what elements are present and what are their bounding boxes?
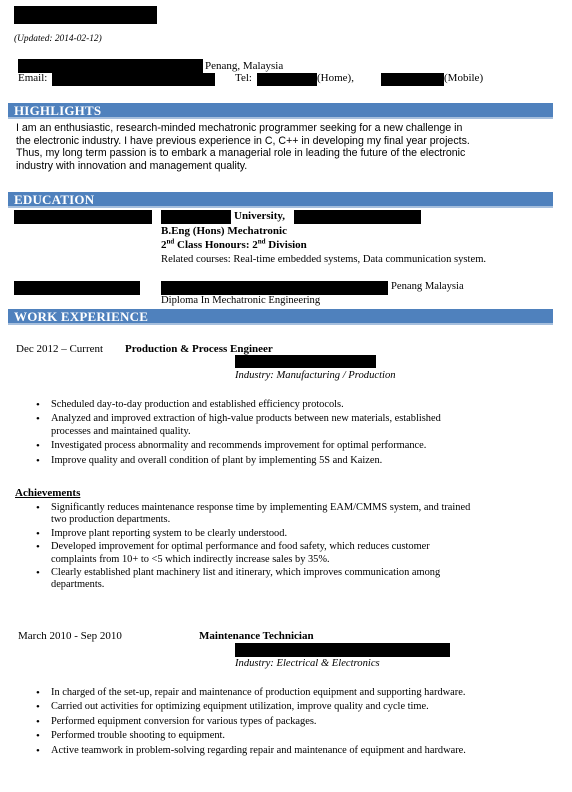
related-courses: Related courses: Real-time embedded systems, Data communication system. <box>161 254 487 265</box>
list-item: • Analyzed and improved extraction of high-value products between new materials, established processes and maintained quality. <box>36 414 441 437</box>
job1-achievements-list <box>36 503 470 591</box>
institution-location: Penang Malaysia <box>391 281 464 292</box>
redacted-name <box>14 6 157 24</box>
redacted-institution-name <box>161 281 388 295</box>
list-item: • Clearly established plant machinery list and itinerary, which improves communication among departments. <box>36 568 470 591</box>
redacted-home-phone <box>257 73 317 86</box>
list-item: • Improve plant reporting system to be clearly understood. <box>36 529 470 539</box>
list-item: • Performed equipment conversion for various types of packages. <box>36 717 466 727</box>
list-item: • Improve quality and overall condition of plant by implementing 5S and Kaizen. <box>36 456 441 466</box>
work-section-header <box>8 309 553 325</box>
highlights-title: HIGHLIGHTS <box>14 103 102 118</box>
highlights-line: industry with innovation and management quality. <box>16 159 248 172</box>
list-item: • Carried out activities for optimizing equipment utilization, improve quality and cycle time. <box>36 702 466 712</box>
honours-line: 2nd Class Honours: 2nd Division <box>161 237 307 251</box>
university-label: University, <box>234 210 286 222</box>
list-item: • Investigated process abnormality and recommends improvement for optimal performance. <box>36 441 441 451</box>
highlights-line: the electronic industry. I have previous experience in C, C++ in developing my final year projects. <box>16 134 470 147</box>
redacted-email <box>52 73 215 86</box>
job1-industry: Industry: Manufacturing / Production <box>235 370 396 381</box>
redacted-job1-company <box>235 355 376 368</box>
redacted-address <box>18 59 203 73</box>
education-section-header <box>8 192 553 208</box>
list-item: • Scheduled day-to-day production and established efficiency protocols. <box>36 400 441 410</box>
mobile-label: (Mobile) <box>444 72 484 84</box>
degree-title: B.Eng (Hons) Mechatronic <box>161 225 287 237</box>
job1-position: Production & Process Engineer <box>125 343 273 355</box>
highlights-line: Thus, my long term passion is to embark a managerial role in leading the future of the electronic <box>16 147 466 160</box>
list-item: • Developed improvement for optimal performance and food safety, which reduces customer complaints from 10+ to <5 which indirectly increase sales by 35%. <box>36 542 470 565</box>
job1-duties-list <box>36 400 441 466</box>
redacted-mobile-phone <box>381 73 444 86</box>
list-item: • Significantly reduces maintenance response time by implementing EAM/CMMS system, and trained two production departments. <box>36 503 470 526</box>
job1-dates: Dec 2012 – Current <box>16 343 104 355</box>
redacted-university-location <box>294 210 421 224</box>
list-item: • In charged of the set-up, repair and maintenance of production equipment and supporting hardware. <box>36 688 466 698</box>
list-item: • Active teamwork in problem-solving regarding repair and maintenance of equipment and hardware. <box>36 746 466 756</box>
highlights-section-header <box>8 103 553 119</box>
work-title: WORK EXPERIENCE <box>14 309 149 324</box>
address-location: Penang, Malaysia <box>205 60 284 72</box>
redacted-job2-company <box>235 643 450 657</box>
highlights-paragraph <box>16 122 546 172</box>
education-title: EDUCATION <box>14 192 95 207</box>
tel-label: Tel: <box>235 72 252 84</box>
redacted-education-dates-2 <box>14 281 140 295</box>
diploma-title: Diploma In Mechatronic Engineering <box>161 295 321 306</box>
highlights-line: I am an enthusiastic, research-minded mechatronic programmer seeking for a new challenge in <box>16 122 463 134</box>
list-item: • Performed trouble shooting to equipment. <box>36 731 466 741</box>
job2-duties-list <box>36 688 466 756</box>
redacted-university-name <box>161 210 231 224</box>
email-label: Email: <box>18 72 48 84</box>
updated-date: (Updated: 2014-02-12) <box>14 34 102 44</box>
redacted-education-dates-1 <box>14 210 152 224</box>
achievements-heading: Achievements <box>15 487 81 499</box>
job2-industry: Industry: Electrical & Electronics <box>235 658 380 669</box>
job2-dates: March 2010 - Sep 2010 <box>18 630 122 642</box>
job2-position: Maintenance Technician <box>199 630 314 642</box>
home-label: (Home), <box>317 72 354 84</box>
